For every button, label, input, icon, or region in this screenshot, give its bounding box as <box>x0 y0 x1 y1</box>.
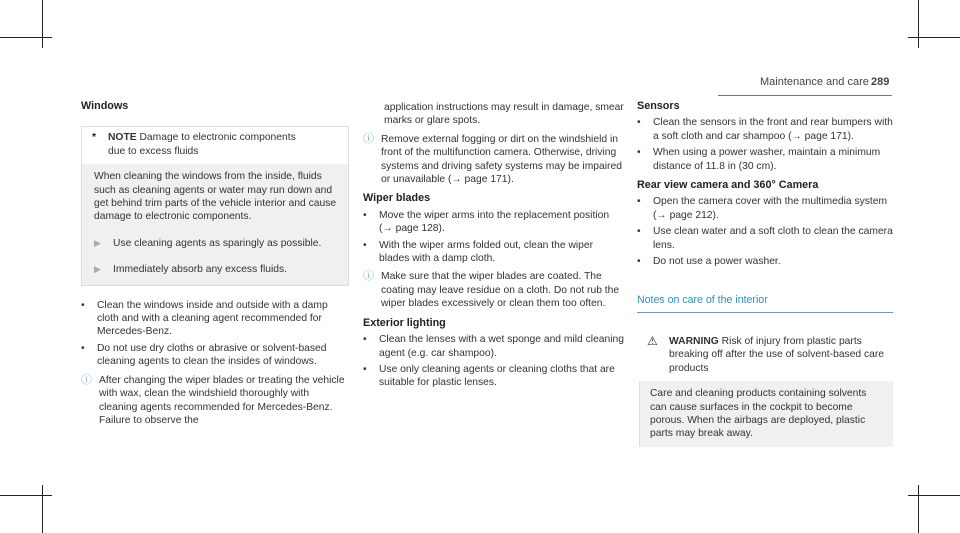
crop-mark <box>918 0 919 48</box>
list-item-text: Clean the windows inside and outside with a damp cloth and with a cleaning agent recommended for Mercedes-Benz. <box>97 299 328 338</box>
tip-text: Remove external fogging or dirt on the windshield in front of the multifunction camera. Otherwise, driving systems and driving safety systems may be impaired or unavailable (→ page 171). <box>381 133 622 186</box>
note-body-text: When cleaning the windows from the inside, fluids such as cleaning agents or water may run down and get behind trim parts of the vehicle interior and cause damage to electronic components. <box>94 171 337 223</box>
step-text: Immediately absorb any excess fluids. <box>113 264 287 276</box>
list-item <box>637 225 893 252</box>
bullet-icon: • <box>637 147 641 159</box>
list-item-text: Clean the lenses with a wet sponge and mild cleaning agent (e.g. car shampoo). <box>379 334 624 359</box>
section-heading-camera: Rear view camera and 360° Camera <box>637 179 819 192</box>
continued-text: application instructions may result in damage, smear marks or glare spots. <box>384 102 624 127</box>
crop-mark <box>918 485 919 533</box>
info-icon: ⓘ <box>81 373 92 386</box>
running-header: Maintenance and care <box>760 76 869 88</box>
section-heading-windows: Windows <box>81 100 129 112</box>
crop-mark <box>0 37 52 38</box>
list-item-text: Do not use dry cloths or abrasive or solvent-based cleaning agents to clean the insides of windows. <box>97 342 327 368</box>
note-icon: * <box>92 132 97 144</box>
crop-mark <box>908 495 960 496</box>
crop-mark <box>0 495 52 496</box>
section-rule <box>637 312 893 313</box>
bullet-list <box>81 299 349 369</box>
section-heading-wiper-blades: Wiper blades <box>363 192 431 205</box>
note-step <box>94 237 338 250</box>
column-3 <box>637 100 893 447</box>
column-1 <box>81 100 349 427</box>
list-item <box>81 342 349 369</box>
note-step <box>94 263 338 276</box>
step-text: Use cleaning agents as sparingly as possible. <box>113 237 322 249</box>
bullet-icon: • <box>637 226 641 238</box>
bullet-icon: • <box>81 299 85 311</box>
list-item <box>637 255 893 268</box>
list-item <box>81 299 349 339</box>
warning-box <box>639 335 893 447</box>
bullet-icon: • <box>637 117 641 129</box>
list-item <box>637 195 893 222</box>
section-heading-exterior-lighting: Exterior lighting <box>363 316 446 329</box>
warning-body: Care and cleaning products containing solvents can cause surfaces in the cockpit to become porous. When the airbags are deployed, plastic parts may break away. <box>639 381 893 447</box>
crop-mark <box>42 485 43 533</box>
bullet-icon: • <box>363 239 367 251</box>
note-text-2: due to excess fluids <box>108 145 199 157</box>
page-number: 289 <box>871 76 890 88</box>
column-2 <box>363 101 625 390</box>
list-item <box>363 239 625 266</box>
list-item-text: Do not use a power washer. <box>653 256 781 268</box>
step-arrow-icon: ▶ <box>94 237 101 248</box>
section-heading-interior: Notes on care of the interior <box>637 294 768 307</box>
warning-text: Risk of injury from plastic parts breaking off after the use of solvent-based care products <box>669 335 885 374</box>
bullet-icon: • <box>363 334 367 346</box>
crop-mark <box>908 37 960 38</box>
list-item <box>637 146 893 173</box>
list-item <box>363 363 625 390</box>
bullet-icon: • <box>363 363 367 375</box>
tip <box>363 133 625 187</box>
tip <box>363 270 625 310</box>
warning-header <box>639 335 893 381</box>
note-text-1: Damage to electronic components <box>139 132 296 144</box>
list-item-text: With the wiper arms folded out, clean the wiper blades with a damp cloth. <box>379 239 594 265</box>
note-body <box>82 164 348 284</box>
bullet-icon: • <box>363 209 367 221</box>
info-icon: ⓘ <box>363 132 374 145</box>
warning-title <box>669 335 893 375</box>
warning-label: WARNING <box>669 335 719 347</box>
bullet-icon: • <box>81 342 85 354</box>
note-header <box>82 127 348 164</box>
info-icon: ⓘ <box>363 270 374 283</box>
list-item <box>363 333 625 360</box>
crop-mark <box>42 0 43 48</box>
list-item-text: Clean the sensors in the front and rear bumpers with a soft cloth and car shampoo (→ page 171). <box>653 117 893 142</box>
note-box <box>81 126 349 285</box>
tip <box>81 374 349 428</box>
list-item-text: Move the wiper arms into the replacement position (→ page 128). <box>379 209 610 235</box>
bullet-icon: • <box>637 256 641 268</box>
list-item-text: When using a power washer, maintain a minimum distance of 11.8 in (30 cm). <box>653 147 881 172</box>
note-label: NOTE <box>108 132 137 144</box>
list-item <box>363 209 625 236</box>
header-rule <box>718 95 892 96</box>
bullet-icon: • <box>637 196 641 208</box>
list-item-text: Open the camera cover with the multimedia system (→ page 212). <box>653 196 888 221</box>
step-arrow-icon: ▶ <box>94 264 101 275</box>
list-item-text: Use clean water and a soft cloth to clean the camera lens. <box>653 226 893 251</box>
list-item-text: Use only cleaning agents or cleaning cloths that are suitable for plastic lenses. <box>379 363 615 389</box>
tip-text: Make sure that the wiper blades are coated. The coating may leave residue on a cloth. Do not rub the wiper blades excessively or clean them too often. <box>381 271 620 310</box>
section-heading-sensors: Sensors <box>637 100 680 112</box>
warning-icon: ⚠ <box>647 333 658 348</box>
list-item <box>637 116 893 143</box>
tip-text: After changing the wiper blades or treating the vehicle with wax, clean the windshield thoroughly with cleaning agents recommended for Mercedes-Benz. Failure to observe the <box>99 374 345 426</box>
note-title <box>108 131 296 158</box>
